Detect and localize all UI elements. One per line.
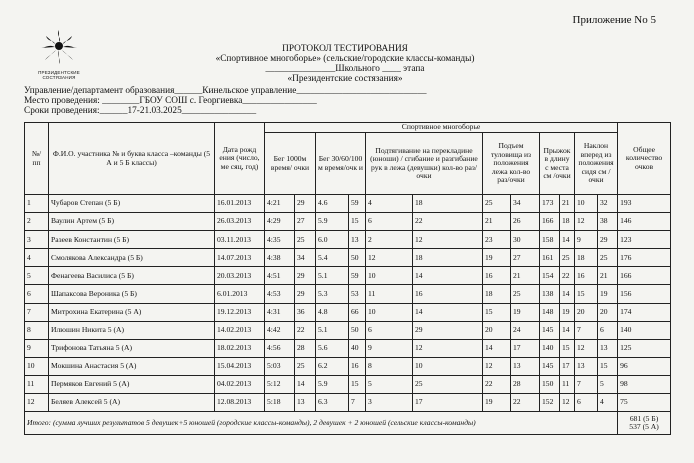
total-points: 176 <box>618 249 671 267</box>
total-points: 123 <box>618 231 671 249</box>
jump-distance: 154 <box>540 267 560 285</box>
birth-date: 19.12.2013 <box>215 303 265 321</box>
row-number: 7 <box>25 303 49 321</box>
pullups-points: 12 <box>413 231 483 249</box>
jump-distance: 166 <box>540 213 560 231</box>
bend-distance: 7 <box>575 375 598 393</box>
run-30-points: 15 <box>349 213 366 231</box>
header-run-30: Бег 30/60/100 м время/очк и <box>316 133 366 195</box>
pullups-points: 25 <box>413 375 483 393</box>
birth-date: 18.02.2013 <box>215 339 265 357</box>
table-row <box>25 231 671 249</box>
total-points: 98 <box>618 375 671 393</box>
run-30-time: 5.1 <box>316 267 349 285</box>
run-30-points: 7 <box>349 394 366 412</box>
row-number: 8 <box>25 321 49 339</box>
jump-points: 14 <box>560 231 575 249</box>
birth-date: 12.08.2013 <box>215 394 265 412</box>
pullups-count: 4 <box>366 195 413 213</box>
pullups-points: 14 <box>413 267 483 285</box>
situps-points: 22 <box>511 394 540 412</box>
total-points: 166 <box>618 267 671 285</box>
bend-points: 6 <box>598 321 618 339</box>
jump-points: 11 <box>560 375 575 393</box>
bend-points: 29 <box>598 231 618 249</box>
participant-name: Илюшин Никита 5 (А) <box>49 321 215 339</box>
run-1000-points: 27 <box>295 213 316 231</box>
education-department-line: Управление/департамент образования______Кинельское управление____________________________ <box>24 86 427 96</box>
row-number: 5 <box>25 267 49 285</box>
bend-distance: 10 <box>575 195 598 213</box>
logo-caption: ПРЕЗИДЕНТСКИЕ СОСТЯЗАНИЯ <box>38 70 80 80</box>
run-1000-points: 28 <box>295 339 316 357</box>
total-points: 174 <box>618 303 671 321</box>
run-30-points: 40 <box>349 339 366 357</box>
situps-count: 21 <box>483 213 511 231</box>
run-1000-time: 4:31 <box>265 303 295 321</box>
pullups-points: 18 <box>413 195 483 213</box>
bend-points: 5 <box>598 375 618 393</box>
participant-name: Мокшина Анастасия 5 (А) <box>49 357 215 375</box>
situps-count: 18 <box>483 285 511 303</box>
run-1000-points: 25 <box>295 231 316 249</box>
run-1000-points: 22 <box>295 321 316 339</box>
table-row <box>25 195 671 213</box>
situps-points: 30 <box>511 231 540 249</box>
run-1000-time: 4:38 <box>265 249 295 267</box>
header-number: №/ пп <box>25 123 49 195</box>
run-30-time: 4.6 <box>316 195 349 213</box>
run-30-time: 5.3 <box>316 285 349 303</box>
participant-name: Смолякова Александра (5 Б) <box>49 249 215 267</box>
bend-points: 20 <box>598 303 618 321</box>
run-1000-time: 4:53 <box>265 285 295 303</box>
bend-distance: 6 <box>575 394 598 412</box>
header-forward-bend: Наклон вперед из положения сидя см /очки <box>575 133 618 195</box>
total-value-5a: 537 (5 А) <box>629 422 659 432</box>
run-30-points: 53 <box>349 285 366 303</box>
run-30-time: 5.1 <box>316 321 349 339</box>
dates-line: Сроки проведения:______17-21.03.2025________________ <box>24 106 257 116</box>
jump-distance: 158 <box>540 231 560 249</box>
run-30-time: 5.6 <box>316 339 349 357</box>
pullups-count: 3 <box>366 394 413 412</box>
birth-date: 26.03.2013 <box>215 213 265 231</box>
header-name: Ф.И.О. участника № и буква класса –команды (5 А и 5 Б классы) <box>49 123 215 195</box>
run-1000-points: 34 <box>295 249 316 267</box>
jump-points: 14 <box>560 285 575 303</box>
header-pullups: Подтягивание на перекладине (юноши) / сгибание и разгибание рук в лежа (девушки) кол-во раз/очки <box>366 133 483 195</box>
situps-count: 19 <box>483 249 511 267</box>
birth-date: 14.07.2013 <box>215 249 265 267</box>
bend-distance: 18 <box>575 249 598 267</box>
pullups-points: 29 <box>413 321 483 339</box>
table-row <box>25 285 671 303</box>
header-total: Общее количество очков <box>618 123 671 195</box>
table-row <box>25 267 671 285</box>
bend-distance: 12 <box>575 339 598 357</box>
jump-distance: 150 <box>540 375 560 393</box>
jump-distance: 161 <box>540 249 560 267</box>
run-30-points: 15 <box>349 375 366 393</box>
run-30-time: 6.0 <box>316 231 349 249</box>
situps-points: 19 <box>511 303 540 321</box>
total-label: Итого: (сумма лучших результатов 5 девушек+5 юношей (городские классы-команды), 2 девушек + 2 юношей (сельские классы-команды) <box>25 412 618 435</box>
birth-date: 6.01.2013 <box>215 285 265 303</box>
bend-distance: 12 <box>575 213 598 231</box>
bend-distance: 9 <box>575 231 598 249</box>
row-number: 10 <box>25 357 49 375</box>
bend-points: 21 <box>598 267 618 285</box>
table-row <box>25 375 671 393</box>
run-1000-time: 4:29 <box>265 213 295 231</box>
run-1000-points: 13 <box>295 394 316 412</box>
pullups-points: 12 <box>413 339 483 357</box>
pullups-count: 2 <box>366 231 413 249</box>
jump-distance: 138 <box>540 285 560 303</box>
run-30-time: 6.3 <box>316 394 349 412</box>
pullups-count: 12 <box>366 249 413 267</box>
situps-count: 20 <box>483 321 511 339</box>
bend-distance: 20 <box>575 303 598 321</box>
situps-count: 25 <box>483 195 511 213</box>
pullups-count: 6 <box>366 213 413 231</box>
participant-name: Чубаров Степан (5 Б) <box>49 195 215 213</box>
bend-distance: 15 <box>575 285 598 303</box>
jump-points: 15 <box>560 339 575 357</box>
total-points: 156 <box>618 285 671 303</box>
title-line: ПРОТОКОЛ ТЕСТИРОВАНИЯ <box>282 44 408 54</box>
table-row <box>25 321 671 339</box>
participant-name: Разеев Константин (5 Б) <box>49 231 215 249</box>
pullups-points: 17 <box>413 394 483 412</box>
birth-date: 15.04.2013 <box>215 357 265 375</box>
total-points: 193 <box>618 195 671 213</box>
total-points: 125 <box>618 339 671 357</box>
run-30-points: 59 <box>349 267 366 285</box>
run-1000-time: 4:56 <box>265 339 295 357</box>
situps-points: 24 <box>511 321 540 339</box>
jump-distance: 173 <box>540 195 560 213</box>
run-30-points: 13 <box>349 231 366 249</box>
situps-points: 34 <box>511 195 540 213</box>
participant-name: Трифонова Татьяна 5 (А) <box>49 339 215 357</box>
bend-points: 15 <box>598 357 618 375</box>
run-1000-time: 5:03 <box>265 357 295 375</box>
bend-points: 19 <box>598 285 618 303</box>
run-1000-points: 29 <box>295 285 316 303</box>
run-1000-time: 4:42 <box>265 321 295 339</box>
run-30-time: 6.2 <box>316 357 349 375</box>
pullups-count: 6 <box>366 321 413 339</box>
jump-points: 19 <box>560 303 575 321</box>
jump-distance: 152 <box>540 394 560 412</box>
birth-date: 03.11.2013 <box>215 231 265 249</box>
participant-name: Шапаксова Вероника (5 Б) <box>49 285 215 303</box>
situps-count: 15 <box>483 303 511 321</box>
row-number: 6 <box>25 285 49 303</box>
bend-points: 25 <box>598 249 618 267</box>
jump-points: 14 <box>560 321 575 339</box>
pullups-count: 5 <box>366 375 413 393</box>
row-number: 12 <box>25 394 49 412</box>
situps-count: 23 <box>483 231 511 249</box>
situps-points: 21 <box>511 267 540 285</box>
participant-name: Митрохина Екатерина (5 А) <box>49 303 215 321</box>
situps-count: 19 <box>483 394 511 412</box>
birth-date: 04.02.2013 <box>215 375 265 393</box>
jump-distance: 148 <box>540 303 560 321</box>
title-line: _______________Школьного ____ этапа <box>265 64 425 74</box>
run-1000-points: 25 <box>295 357 316 375</box>
table-row <box>25 394 671 412</box>
jump-points: 22 <box>560 267 575 285</box>
bend-points: 32 <box>598 195 618 213</box>
situps-points: 25 <box>511 285 540 303</box>
run-1000-points: 29 <box>295 195 316 213</box>
pullups-points: 10 <box>413 357 483 375</box>
run-1000-time: 5:18 <box>265 394 295 412</box>
total-value-5b: 681 (5 Б) <box>629 413 659 423</box>
row-number: 2 <box>25 213 49 231</box>
bend-distance: 16 <box>575 267 598 285</box>
participant-name: Пермяков Евгений 5 (А) <box>49 375 215 393</box>
run-1000-time: 5:12 <box>265 375 295 393</box>
jump-distance: 145 <box>540 321 560 339</box>
bend-points: 13 <box>598 339 618 357</box>
run-1000-points: 36 <box>295 303 316 321</box>
header-situps: Подъем туловища из положения лежа кол-во раз/очки <box>483 133 540 195</box>
pullups-points: 14 <box>413 303 483 321</box>
pullups-points: 16 <box>413 285 483 303</box>
run-30-points: 16 <box>349 357 366 375</box>
participant-name: Беляев Алексей 5 (А) <box>49 394 215 412</box>
protocol-title <box>200 44 490 84</box>
pullups-count: 8 <box>366 357 413 375</box>
run-30-time: 4.8 <box>316 303 349 321</box>
run-30-points: 50 <box>349 321 366 339</box>
pullups-count: 10 <box>366 267 413 285</box>
birth-date: 16.01.2013 <box>215 195 265 213</box>
venue-line: Место проведения: ________ГБОУ СОШ с. Георгиевка________________ <box>24 96 317 106</box>
row-number: 3 <box>25 231 49 249</box>
row-number: 9 <box>25 339 49 357</box>
total-values <box>618 412 671 435</box>
table-row <box>25 339 671 357</box>
bend-distance: 13 <box>575 357 598 375</box>
situps-points: 27 <box>511 249 540 267</box>
participant-name: Ваулин Артем (5 Б) <box>49 213 215 231</box>
pullups-points: 18 <box>413 249 483 267</box>
total-points: 146 <box>618 213 671 231</box>
total-points: 140 <box>618 321 671 339</box>
row-number: 11 <box>25 375 49 393</box>
run-30-points: 66 <box>349 303 366 321</box>
run-30-time: 5.9 <box>316 213 349 231</box>
bend-distance: 7 <box>575 321 598 339</box>
header-long-jump: Прыжок в длину с места см /очки <box>540 133 575 195</box>
pullups-points: 22 <box>413 213 483 231</box>
row-number: 4 <box>25 249 49 267</box>
birth-date: 20.03.2013 <box>215 267 265 285</box>
situps-count: 22 <box>483 375 511 393</box>
title-line: «Президентские состязания» <box>287 74 403 84</box>
run-1000-time: 4:21 <box>265 195 295 213</box>
jump-points: 21 <box>560 195 575 213</box>
situps-points: 28 <box>511 375 540 393</box>
bend-points: 4 <box>598 394 618 412</box>
jump-points: 18 <box>560 213 575 231</box>
situps-points: 13 <box>511 357 540 375</box>
situps-points: 17 <box>511 339 540 357</box>
situps-count: 12 <box>483 357 511 375</box>
situps-count: 14 <box>483 339 511 357</box>
title-line: «Спортивное многоборье» (сельские/городские классы-команды) <box>215 54 475 64</box>
situps-points: 26 <box>511 213 540 231</box>
run-1000-points: 14 <box>295 375 316 393</box>
results-table <box>24 122 671 435</box>
total-points: 96 <box>618 357 671 375</box>
table-row <box>25 303 671 321</box>
header-dob: Дата рожд ения (число, ме сяц, год) <box>215 123 265 195</box>
table-row <box>25 213 671 231</box>
run-1000-time: 4:51 <box>265 267 295 285</box>
pullups-count: 11 <box>366 285 413 303</box>
run-30-time: 5.9 <box>316 375 349 393</box>
run-1000-time: 4:35 <box>265 231 295 249</box>
jump-points: 25 <box>560 249 575 267</box>
jump-points: 17 <box>560 357 575 375</box>
jump-distance: 140 <box>540 339 560 357</box>
bend-points: 38 <box>598 213 618 231</box>
run-30-time: 5.4 <box>316 249 349 267</box>
run-30-points: 50 <box>349 249 366 267</box>
participant-name: Фенагеева Василиса (5 Б) <box>49 267 215 285</box>
run-30-points: 59 <box>349 195 366 213</box>
total-points: 75 <box>618 394 671 412</box>
header-sport-multiathlon: Спортивное многоборье <box>265 123 618 133</box>
situps-count: 16 <box>483 267 511 285</box>
pullups-count: 9 <box>366 339 413 357</box>
jump-points: 12 <box>560 394 575 412</box>
appendix-label: Приложение No 5 <box>572 14 656 26</box>
header-run-1000: Бег 1000м время/ очки <box>265 133 316 195</box>
jump-distance: 145 <box>540 357 560 375</box>
run-1000-points: 29 <box>295 267 316 285</box>
table-row <box>25 249 671 267</box>
pullups-count: 10 <box>366 303 413 321</box>
table-row <box>25 357 671 375</box>
row-number: 1 <box>25 195 49 213</box>
birth-date: 14.02.2013 <box>215 321 265 339</box>
